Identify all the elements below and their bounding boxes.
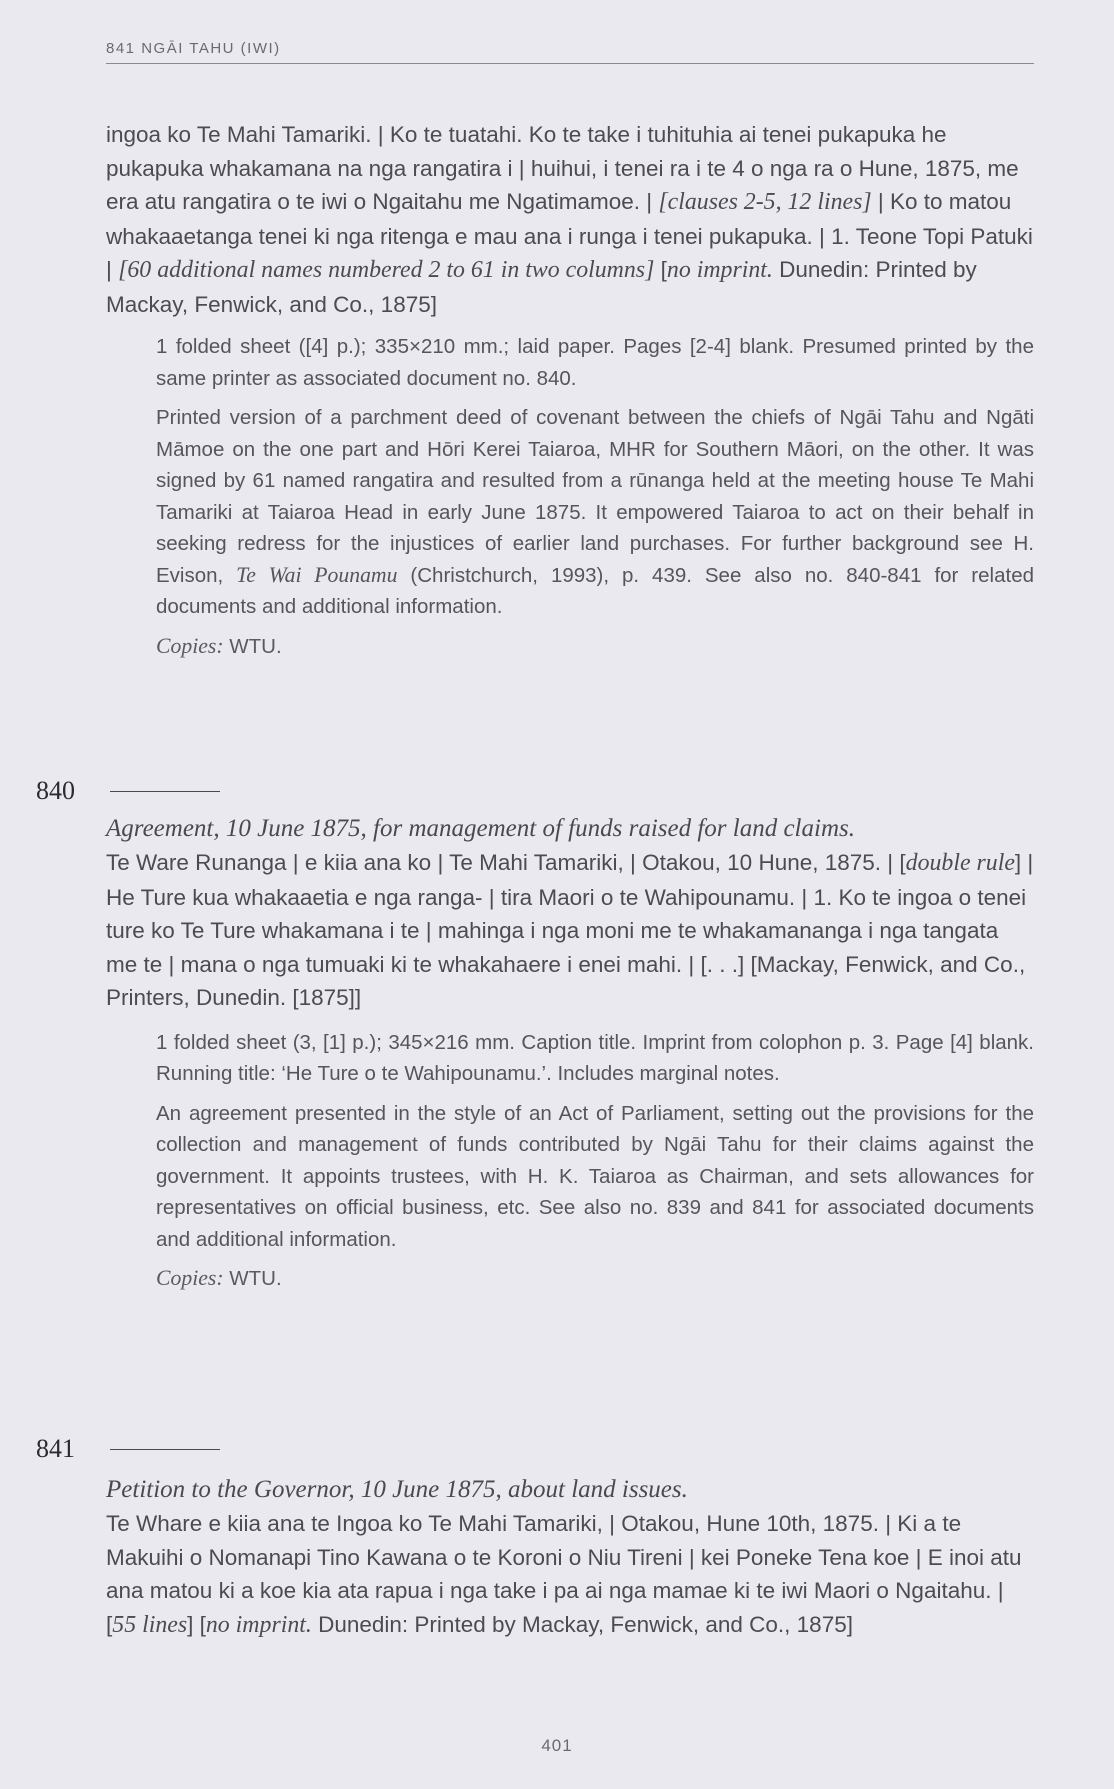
entry-dash: [110, 791, 220, 792]
entry-841: [106, 1473, 1034, 1642]
entry-840-heading: [36, 776, 220, 806]
continued-transcription: ingoa ko Te Mahi Tamariki. | Ko te tuatahi. Ko te take i tuhituhia ai tenei pukapuka he pukapuka whakamana na nga rangatira i | huihui, i tenei ra i te 4 o nga ra o Hune, 1875, me era atu rangatira o te iwi o Ngaitahu me Ngatimamoe. | [clauses 2-5, 12 lines] | Ko to matou whakaaetanga tenei ki nga ritenga e mau ana i runga i tenei pukapuka. | 1. Teone Topi Patuki | [60 additional names numbered 2 to 61 in two columns] [no imprint. Dunedin: Printed by Mackay, Fenwick, and Co., 1875]: [106, 122, 1033, 317]
entry-number: 840: [36, 776, 75, 805]
continued-entry: [106, 118, 1034, 662]
entry-physical-note: 1 folded sheet (3, [1] p.); 345×216 mm. Caption title. Imprint from colophon p. 3. Page [4] blank. Running title: ‘He Ture o te Wahipounamu.’. Includes marginal notes.: [156, 1030, 1034, 1085]
entry-840: [106, 812, 1034, 1294]
page-number: 401: [541, 1736, 573, 1755]
entry-copies: Copies: WTU.: [156, 1266, 282, 1290]
entry-transcription: Te Ware Runanga | e kiia ana ko | Te Mahi Tamariki, | Otakou, 10 Hune, 1875. | [double rule] | He Ture kua whakaaetia e nga ranga- | tira Maori o te Wahipounamu. | 1. Ko te ingoa o tenei ture ko Te Ture whakamana i te | mahinga i nga moni me te whakamananga i nga tangata me te | mana o nga tumuaki ki te whakahaere i enei mahi. | [. . .] [Mackay, Fenwick, and Co., Printers, Dunedin. [1875]]: [106, 850, 1034, 1010]
continued-copies: Copies: WTU.: [156, 633, 282, 658]
entry-dash: [110, 1449, 220, 1450]
continued-description-note: Printed version of a parchment deed of covenant between the chiefs of Ngāi Tahu and Ngāti Māmoe on the one part and Hōri Kerei Taiaroa, MHR for Southern Māori, on the other. It was signed by 61 named rangatira and resulted from a rūnanga held at the meeting house Te Mahi Tamariki at Taiaroa Head in early June 1875. It empowered Taiaroa to act on their behalf in seeking redress for the injustices of earlier land purchases. For further background see H. Evison, Te Wai Pounamu (Christchurch, 1993), p. 439. See also no. 840-841 for related documents and additional information.: [156, 406, 1034, 618]
entry-number: 841: [36, 1434, 75, 1463]
entry-title: Agreement, 10 June 1875, for management of funds raised for land claims.: [106, 815, 855, 842]
continued-physical-note: 1 folded sheet ([4] p.); 335×210 mm.; laid paper. Pages [2-4] blank. Presumed printed by the same printer as associated document no. 840.: [156, 335, 1034, 390]
entry-transcription: Te Whare e kiia ana te Ingoa ko Te Mahi Tamariki, | Otakou, Hune 10th, 1875. | Ki a te Makuihi o Nomanapi Tino Kawana o te Koroni o Niu Tireni | kei Poneke Tena koe | E inoi atu ana matou ki a koe kia ata rapua i nga take i pa ai nga mamae ki te iwi Maori o Ngaitahu. | [55 lines] [no imprint. Dunedin: Printed by Mackay, Fenwick, and Co., 1875]: [106, 1511, 1022, 1638]
running-head: 841 NGĀI TAHU (IWI): [106, 40, 1034, 64]
entry-title: Petition to the Governor, 10 June 1875, about land issues.: [106, 1476, 688, 1503]
entry-841-heading: [36, 1434, 220, 1464]
entry-description-note: An agreement presented in the style of an Act of Parliament, setting out the provisions for the collection and management of funds contributed by Ngāi Tahu for their claims against the government. It appoints trustees, with H. K. Taiaroa as Chairman, and sets allowances for representatives on official business, etc. See also no. 839 and 841 for associated documents and additional information.: [156, 1101, 1034, 1251]
